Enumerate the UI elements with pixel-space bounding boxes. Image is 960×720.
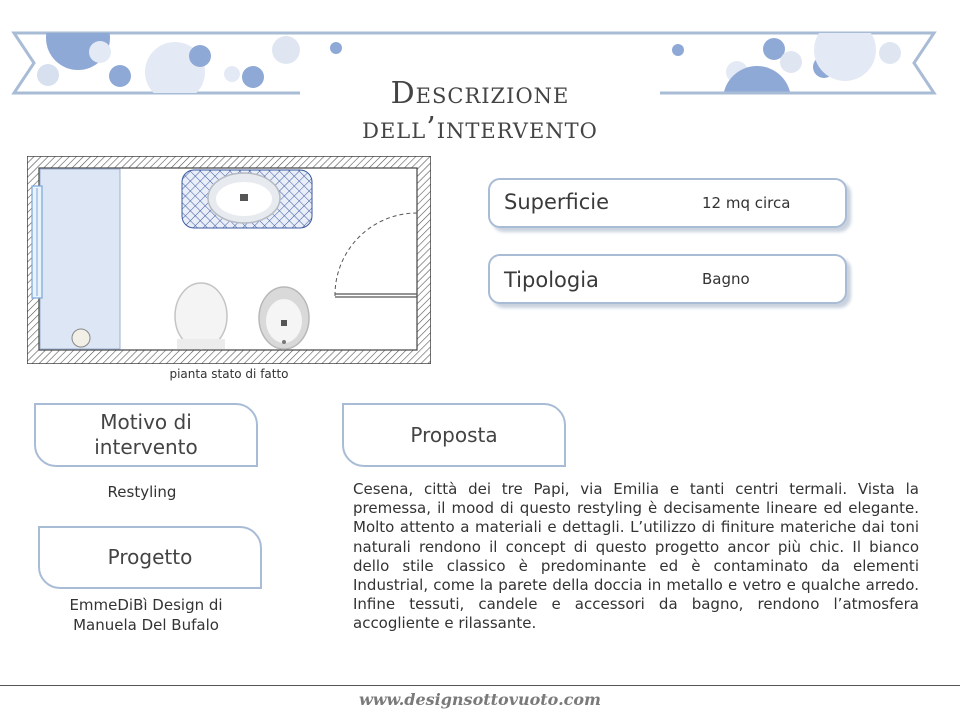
plan-caption: pianta stato di fatto [169, 367, 289, 381]
proposal-heading: Proposta [410, 422, 498, 447]
reason-heading: Motivo di intervento [94, 410, 198, 459]
type-label: Tipologia [504, 268, 599, 292]
reason-value: Restyling [107, 483, 177, 501]
shower [32, 169, 120, 349]
project-heading: Progetto [107, 545, 193, 569]
toilet [175, 283, 227, 349]
proposal-heading-box [342, 403, 566, 467]
washbasin [182, 170, 312, 228]
footer-divider [0, 685, 960, 686]
surface-tab [488, 178, 847, 228]
footer-website: www.designsottovuoto.com [359, 690, 601, 709]
surface-label: Superficie [504, 190, 610, 214]
reason-heading-box [34, 403, 258, 467]
project-value-line1: EmmeDiBì Design di [69, 596, 223, 614]
proposal-text: Cesena, città dei tre Papi, via Emilia e tanti centri termali. Vista la premessa, il mood di questo restyling è decisamente lineare ed elegante. Molto attento a materiali e dettagli. L’utilizzo di finiture materiche dai toni naturali rendono il concept di questo progetto ancor più chic. Il bianco dello stile classico è predominante ed è contaminato da elementi Industrial, come la parete della doccia in metallo e vetro e qualche arredo. Infine tessuti, candele e accessori da bagno, rendono l’atmosfera accogliente e rilassante. [353, 480, 919, 633]
project-heading-box [38, 526, 262, 589]
type-value: Bagno [702, 270, 750, 288]
type-tab [488, 254, 847, 304]
surface-value: 12 mq circa [702, 194, 791, 212]
bidet [259, 287, 309, 349]
project-value [34, 595, 258, 635]
project-value-line2: Manuela Del Bufalo [73, 616, 219, 634]
floor-plan-drawing [27, 156, 431, 364]
page-title: Descrizione dell’intervento [300, 76, 660, 146]
